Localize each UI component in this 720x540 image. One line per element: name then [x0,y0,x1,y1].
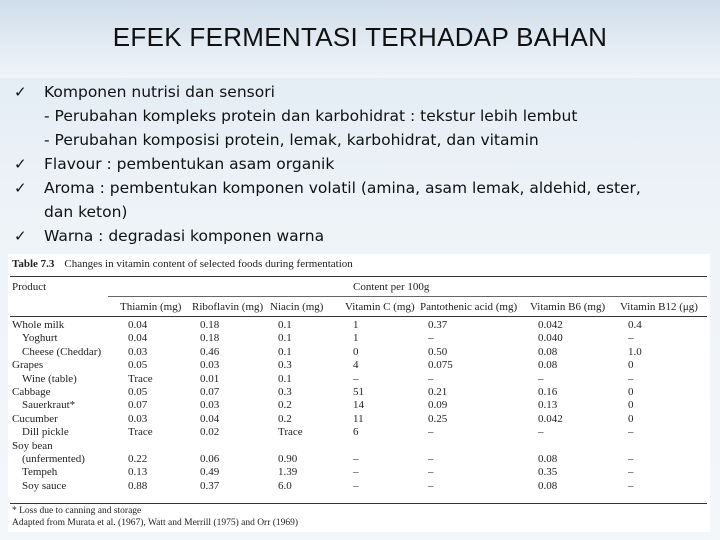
table-cell: 0.35 [538,466,558,479]
check-icon: ✓ [14,155,27,173]
slide-title: EFEK FERMENTASI TERHADAP BAHAN [112,22,608,52]
table-cell: – [353,453,359,465]
table-top-rule [10,276,707,277]
table-cell: 0.08 [538,359,558,372]
bullet-item [14,152,704,176]
table-cell: 0.03 [200,359,220,372]
column-header: Vitamin B6 (mg) [530,301,606,313]
table-row-product: Yoghurt [22,332,58,345]
table-cell: 0.03 [200,399,220,412]
table-cell: 0.03 [128,412,148,425]
table-cell: – [628,332,634,345]
table-cell: 0.21 [428,386,448,398]
table-cell: – [428,479,434,492]
table-caption-text: Changes in vitamin content of selected foods during fermentation [64,258,353,270]
table-cell: 0.13 [128,466,148,479]
table-cell: 0.05 [128,386,148,398]
sub-bullet-item: - Perubahan komposisi protein, lemak, karbohidrat, dan vitamin [44,131,539,149]
table-cell: 0.05 [128,359,148,372]
table-cell: 0.2 [278,399,292,412]
table-cell: 0.16 [538,386,558,398]
table-cell: 0.4 [628,319,642,331]
table-row-product: Grapes [12,359,44,372]
table-bottom-rule [10,503,707,504]
table-cell: 0.03 [128,345,148,358]
header-bottom-rule [10,316,707,317]
table-cell: 0.04 [128,319,148,331]
table-cell: 6 [353,426,359,439]
sub-bullet-item: - Perubahan kompleks protein dan karbohidrat : tekstur lebih lembut [44,107,578,125]
table-cell: – [628,466,634,479]
bullet-text: Flavour : pembentukan asam organik [44,155,335,173]
table-cell: 1 [353,332,359,345]
table-cell: 0.18 [200,319,220,331]
table-row-product: (unfermented) [22,453,85,465]
table-row-product: Cabbage [12,386,51,398]
column-header: Riboflavin (mg) [192,301,264,313]
table-cell: 1.0 [628,345,642,358]
table-source: Adapted from Murata et al. (1967), Watt and Merrill (1975) and Orr (1969) [12,518,299,528]
table-cell: 0.1 [278,345,292,358]
table-cell: 0.88 [128,479,148,492]
table-cell: 6.0 [278,479,292,492]
table-cell: Trace [128,372,153,385]
table-cell: 0.06 [200,453,220,465]
table-cell: 14 [353,399,364,412]
column-header: Vitamin C (mg) [345,301,415,313]
bullet-text: Komponen nutrisi dan sensori [44,83,275,101]
table-cell: 0.040 [538,332,563,345]
table-cell: – [353,466,359,479]
table-cell: 0.49 [200,466,220,479]
column-header: Pantothenic acid (mg) [420,301,518,313]
table-cell: 0.08 [538,479,558,492]
table-row-product: Whole milk [12,319,65,331]
table-cell: – [628,453,634,465]
table-cell: 0 [628,399,634,412]
table-cell: 0.1 [278,319,292,331]
table-cell: 0.3 [278,359,292,372]
check-icon: ✓ [14,227,27,245]
table-cell: 0.07 [200,386,220,398]
column-header: Thiamin (mg) [120,301,182,313]
table-cell: – [628,426,634,439]
table-cell: 0.02 [200,426,220,439]
table-cell: 51 [353,386,364,398]
table-cell: 11 [353,412,364,425]
table-cell: 0 [628,412,634,425]
table-row-product: Soy bean [12,439,53,452]
table-cell: 0.07 [128,399,148,412]
table-cell: – [538,372,544,385]
table-cell: Trace [278,426,303,439]
table-cell: 1.39 [278,466,298,479]
table-cell: 0.042 [538,319,563,331]
table-cell: 0.46 [200,345,220,358]
group-rule [108,296,707,297]
bullet-continuation: dan keton) [44,203,128,221]
bullet-text: Warna : degradasi komponen warna [44,227,325,245]
table-cell: – [428,426,434,439]
table-footnote: * Loss due to canning and storage [12,506,142,516]
table-row-product: Wine (table) [22,372,77,385]
table-cell: 0.04 [128,332,148,345]
group-header: Content per 100g [353,281,430,293]
table-cell: – [538,426,544,439]
table-cell: 0 [353,345,359,358]
table-cell: 0.04 [200,412,220,425]
table-cell: – [428,466,434,479]
table-cell: Trace [128,426,153,439]
table-cell: 0.2 [278,412,292,425]
bullet-item [14,176,704,200]
table-caption [12,258,353,270]
bullet-list [14,80,704,248]
column-header: Niacin (mg) [270,301,324,313]
table-cell: – [353,479,359,492]
table-cell: 1 [353,319,359,331]
check-icon: ✓ [14,83,27,101]
table-cell: 0.01 [200,372,220,385]
table-cell: 0.3 [278,386,292,398]
table-cell: 0.18 [200,332,220,345]
table-cell: 0.1 [278,372,292,385]
table-cell: 0.075 [428,359,453,372]
table-cell: 0.08 [538,453,558,465]
table-cell: 0.1 [278,332,292,345]
table-cell: – [428,332,434,345]
table-cell: – [353,372,359,385]
table-cell: 0.09 [428,399,448,412]
table-cell: 0 [628,386,634,398]
table-caption-number: Table 7.3 [12,258,55,270]
table-cell: 0.13 [538,399,558,412]
product-header: Product [12,281,47,293]
table-row-product: Soy sauce [22,479,67,492]
bullet-text: Aroma : pembentukan komponen volatil (amina, asam lemak, aldehid, ester, [44,179,641,197]
table-cell: 0 [628,359,634,372]
table-row-product: Tempeh [22,466,58,479]
table-row-product: Dill pickle [22,426,69,439]
check-icon: ✓ [14,179,27,197]
bullet-item [14,80,704,104]
table-row-product: Sauerkraut* [22,399,76,412]
table-row-product: Cucumber [12,412,58,425]
table-cell: 0.25 [428,412,448,425]
bullet-item [14,224,704,248]
table-cell: – [428,453,434,465]
table-cell: 4 [353,359,359,372]
table-cell: – [628,372,634,385]
table-cell: – [628,479,634,492]
table-cell: 0.08 [538,345,558,358]
table-cell: – [428,372,434,385]
table-cell: 0.50 [428,345,448,358]
column-header: Vitamin B12 (μg) [620,301,698,313]
table-row-product: Cheese (Cheddar) [22,345,102,358]
table-cell: 0.90 [278,453,298,465]
table-cell: 0.042 [538,412,563,425]
table-cell: 0.37 [428,319,448,331]
table-cell: 0.22 [128,453,148,465]
vitamin-table-image [8,254,710,532]
table-cell: 0.37 [200,479,220,492]
